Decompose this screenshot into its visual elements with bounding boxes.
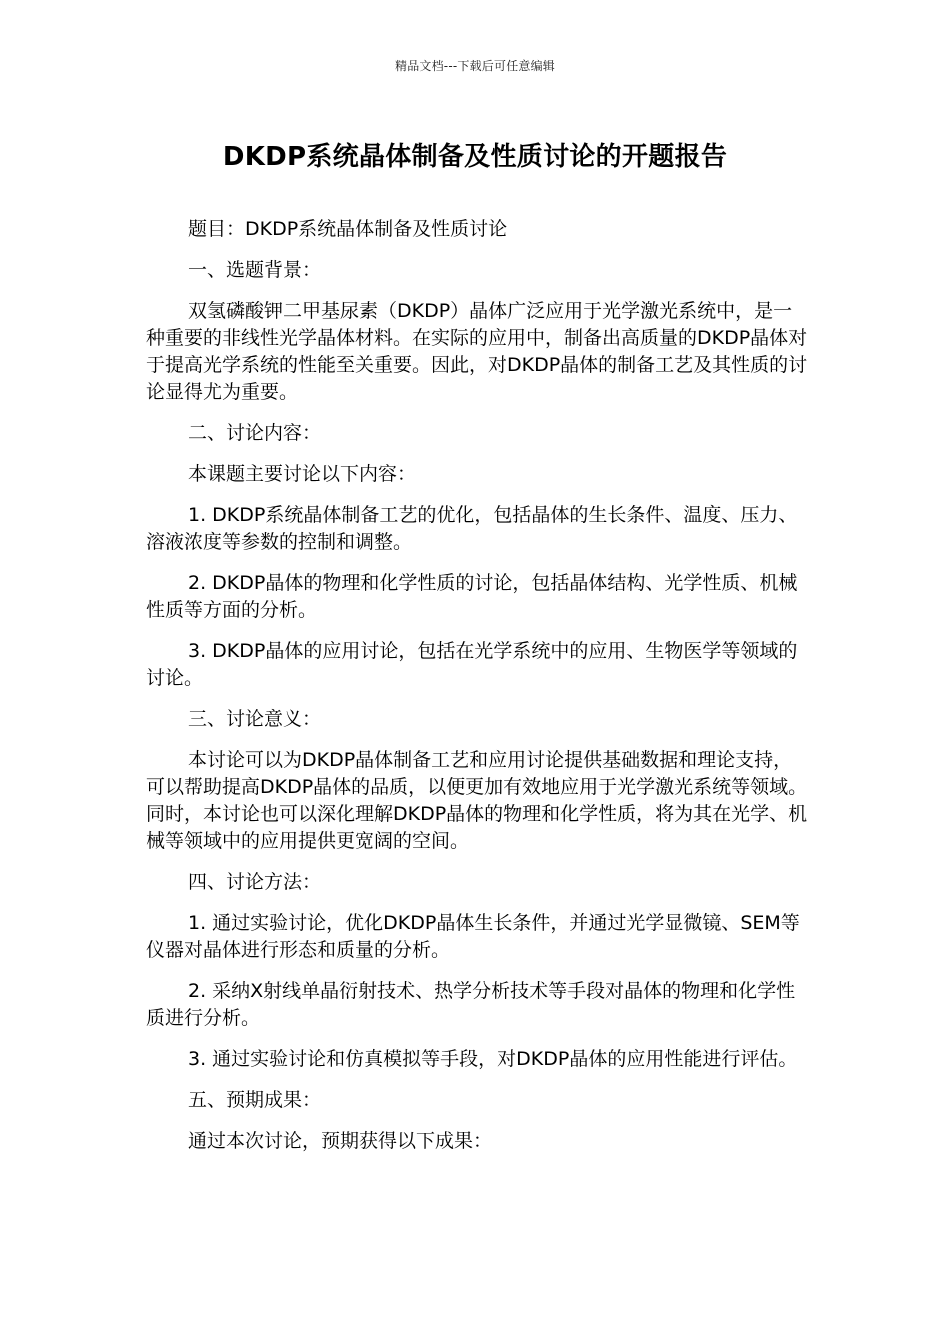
section-heading-significance: 三、讨论意义： — [188, 708, 322, 730]
list-item-content-3: 3. DKDP晶体的应用讨论，包括在光学系统中的应用、生物医学等领域的讨论。 — [146, 640, 798, 689]
document-title: DKDP系统晶体制备及性质讨论的开题报告 — [222, 142, 728, 172]
paragraph-background: 双氢磷酸钾二甲基尿素（DKDP）晶体广泛应用于光学激光系统中，是一种重要的非线性光学晶体材料。在实际的应用中，制备出高质量的DKDP晶体对于提高光学系统的性能至关重要。因此，对DKDP晶体的制备工艺及其性质的讨论显得尤为重要。 — [146, 300, 808, 403]
paragraph-outcomes-intro: 通过本次讨论，预期获得以下成果： — [188, 1130, 493, 1152]
paragraph-topic: 题目：DKDP系统晶体制备及性质讨论 — [188, 218, 508, 240]
list-item-content-1: 1. DKDP系统晶体制备工艺的优化，包括晶体的生长条件、温度、压力、溶液浓度等参数的控制和调整。 — [146, 504, 798, 553]
list-item-method-3: 3. 通过实验讨论和仿真模拟等手段，对DKDP晶体的应用性能进行评估。 — [188, 1048, 798, 1070]
list-item-content-2: 2. DKDP晶体的物理和化学性质的讨论，包括晶体结构、光学性质、机械性质等方面的分析。 — [146, 572, 798, 621]
section-heading-background: 一、选题背景： — [188, 259, 322, 281]
paragraph-significance: 本讨论可以为DKDP晶体制备工艺和应用讨论提供基础数据和理论支持，可以帮助提高DKDP晶体的品质，以便更加有效地应用于光学激光系统等领域。同时，本讨论也可以深化理解DKDP晶体的物理和化学性质，将为其在光学、机械等领域中的应用提供更宽阔的空间。 — [146, 749, 808, 852]
list-item-method-1: 1. 通过实验讨论，优化DKDP晶体生长条件，并通过光学显微镜、SEM等仪器对晶体进行形态和质量的分析。 — [146, 912, 800, 961]
section-heading-content: 二、讨论内容： — [188, 422, 322, 444]
paragraph-content-intro: 本课题主要讨论以下内容： — [188, 463, 417, 485]
list-item-method-2: 2. 采纳X射线单晶衍射技术、热学分析技术等手段对晶体的物理和化学性质进行分析。 — [146, 980, 796, 1029]
section-heading-methods: 四、讨论方法： — [188, 871, 322, 893]
header-watermark: 精品文档---下载后可任意编辑 — [395, 59, 555, 73]
document-body — [146, 216, 808, 1169]
section-heading-outcomes: 五、预期成果： — [188, 1089, 322, 1111]
